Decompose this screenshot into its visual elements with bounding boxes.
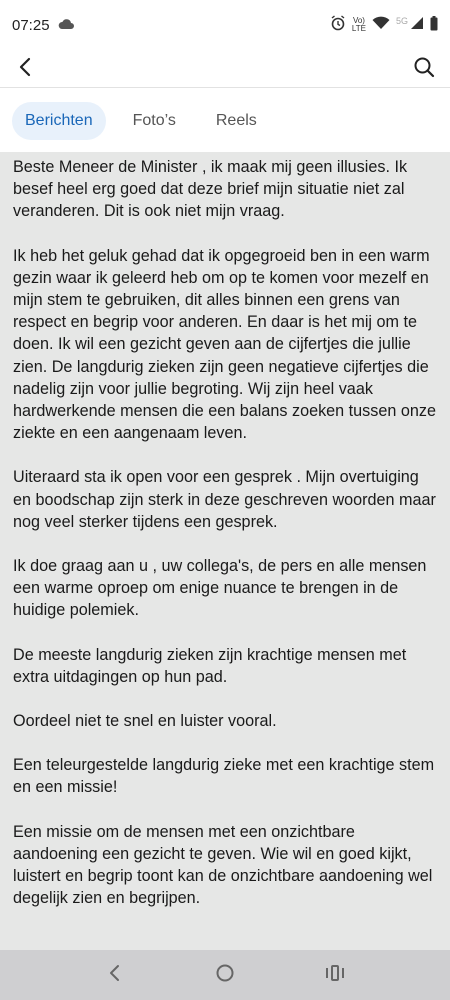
back-button[interactable] — [14, 55, 38, 79]
nav-home-button[interactable] — [212, 962, 238, 988]
search-icon — [412, 66, 436, 83]
letter-paragraph: Uiteraard sta ik open voor een gesprek . Mijn overtuiging en boodschap zijn sterk in deze geschreven woorden maar nog veel sterker tijdens een gesprek. — [13, 468, 436, 531]
status-left — [12, 17, 74, 34]
volte-top: Vo) — [352, 16, 365, 25]
letter-paragraph: Een missie om de mensen met een onzichtbare aandoening een gezicht te geven. Wie wil en goed kijkt, luistert en begrip toont kan de onzichtbare aandoening wel degelijk zien en begrijpen. — [13, 822, 433, 908]
letter-paragraph: Beste Meneer de Minister , ik maak mij geen illusies. Ik besef heel erg goed dat deze brief mijn situatie niet zal veranderen. Dit is ook niet mijn vraag. — [13, 158, 408, 221]
signal-icon — [410, 16, 424, 34]
wifi-icon — [372, 16, 390, 34]
nav-recents-button[interactable] — [322, 962, 348, 988]
letter-paragraph: Ik doe graag aan u , uw collega's, de pers en alle mensen een warme oproep om enige nuance te brengen in de huidige polemiek. — [13, 557, 427, 620]
status-right — [330, 15, 438, 35]
letter-paragraph: Ik heb het geluk gehad dat ik opgegroeid ben in een warm gezin waar ik geleerd heb om op te komen voor mezelf en mijn stem te gebruiken, dit alles binnen een grens van respect en begrip voor anderen. En daar is het mij om te doen. Ik wil een gezicht geven aan de cijfertjes die jullie zien. De langdurig zieken zijn geen negatieve cijfertjes die nadelig zijn voor jullie begroting. Wij zijn heel vaak hardwerkende mensen die een balans zoeken tussen onze ziekte en een aangenaam leven. — [13, 246, 436, 443]
status-bar — [0, 0, 450, 50]
letter-paragraph: De meeste langdurig zieken zijn krachtige mensen met extra uitdagingen op hun pad. — [13, 645, 407, 686]
letter-paragraph: Een teleurgestelde langdurig zieke met een krachtige stem en een missie! — [13, 756, 435, 797]
nav-back-icon — [107, 964, 123, 987]
app-bar — [0, 50, 450, 88]
arrow-back-icon — [14, 66, 38, 83]
tab-reels[interactable]: Reels — [215, 111, 257, 129]
profile-tabs — [0, 89, 450, 152]
nav-home-icon — [215, 963, 235, 988]
battery-icon — [430, 16, 438, 35]
system-nav-bar — [0, 950, 450, 1000]
volte-bottom: LTE — [351, 24, 366, 33]
nav-recents-icon — [325, 964, 345, 987]
search-button[interactable] — [412, 55, 436, 79]
network-type-label: 5G — [395, 16, 408, 26]
tab-fotos[interactable]: Foto’s — [132, 111, 176, 129]
volte-indicator — [352, 17, 366, 33]
status-time: 07:25 — [12, 16, 50, 34]
tab-berichten[interactable]: Berichten — [12, 102, 106, 140]
cloud-icon — [58, 17, 74, 34]
letter-paragraph: Oordeel niet te snel en luister vooral. — [13, 712, 277, 731]
post-text-image — [0, 152, 450, 950]
alarm-icon — [330, 15, 346, 35]
nav-back-button[interactable] — [102, 962, 128, 988]
